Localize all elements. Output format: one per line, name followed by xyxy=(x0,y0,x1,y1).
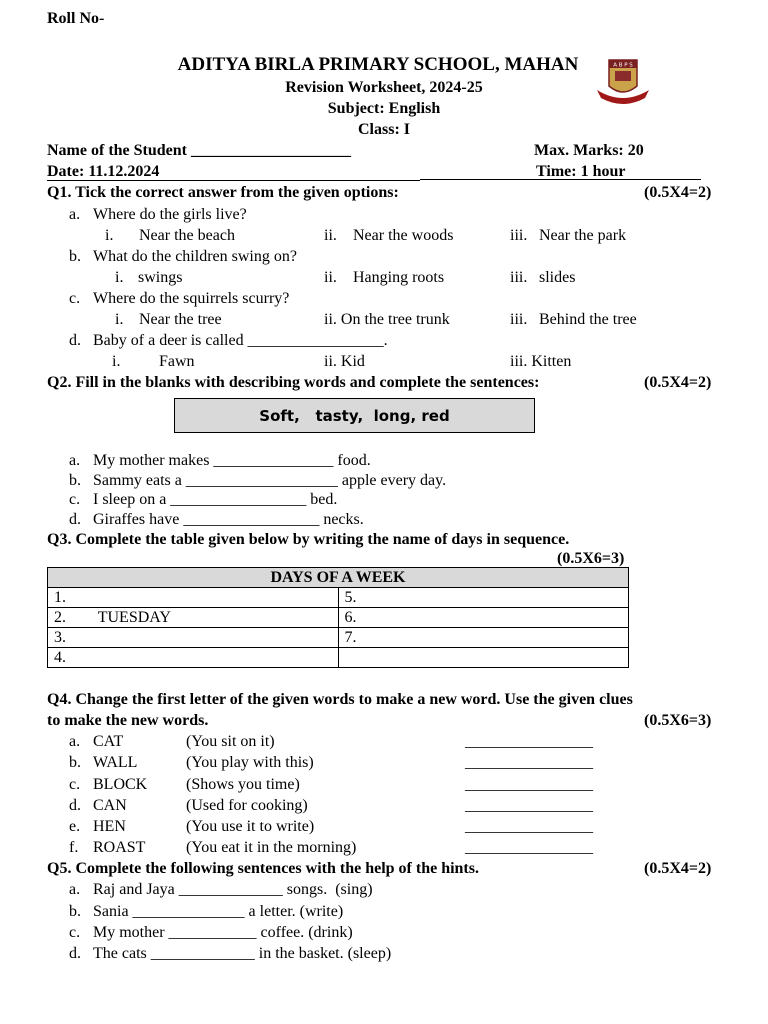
q4-clue: (You play with this) xyxy=(186,754,314,771)
q5-item-letter: d. xyxy=(69,945,81,962)
word-box: Soft, tasty, long, red xyxy=(174,398,535,433)
table-cell: 2. TUESDAY xyxy=(48,608,339,628)
q1-item-question: What do the children swing on? xyxy=(93,248,297,265)
q5-title: Q5. Complete the following sentences with the help of the hints. xyxy=(47,860,479,877)
q4-marks: (0.5X6=3) xyxy=(644,712,712,729)
q4-item-letter: e. xyxy=(69,818,81,835)
logo-text: A B P S xyxy=(613,62,633,69)
table-cell: 3. xyxy=(48,628,339,648)
q4-item-letter: c. xyxy=(69,776,81,793)
date-label: Date: 11.12.2024 xyxy=(47,163,160,180)
q1-option: ii. Kid xyxy=(324,353,365,370)
q2-item-letter: d. xyxy=(69,511,81,528)
q1-option: swings xyxy=(138,269,183,286)
q1-item-question: Baby of a deer is called _________________. xyxy=(93,332,388,349)
q1-marks: (0.5X4=2) xyxy=(644,184,712,201)
q4-clue: (Shows you time) xyxy=(186,776,300,793)
q1-option-number: iii. xyxy=(510,227,528,244)
max-marks: Max. Marks: 20 xyxy=(534,142,644,159)
q1-item-letter: c. xyxy=(69,290,81,307)
time-label: Time: 1 hour xyxy=(536,163,626,180)
school-logo xyxy=(595,56,651,106)
q2-sentence: Giraffes have _________________ necks. xyxy=(93,511,364,528)
q1-option: Fawn xyxy=(159,353,195,370)
q1-option-number: i. xyxy=(115,311,124,328)
q4-clue: (You sit on it) xyxy=(186,733,275,750)
q4-title: Q4. Change the first letter of the given words to make a new word. Use the given clues xyxy=(47,691,633,708)
table-cell xyxy=(338,648,629,668)
q1-option: ii. On the tree trunk xyxy=(324,311,450,328)
q1-item-question: Where do the squirrels scurry? xyxy=(93,290,290,307)
q5-marks: (0.5X4=2) xyxy=(644,860,712,877)
q4-item-letter: a. xyxy=(69,733,81,750)
q5-item-letter: b. xyxy=(69,903,81,920)
q4-answer-blank: ________________ xyxy=(465,776,593,793)
student-name-field: Name of the Student ____________________ xyxy=(47,142,351,159)
q3-title: Q3. Complete the table given below by writing the name of days in sequence. xyxy=(47,531,570,548)
q5-item-letter: c. xyxy=(69,924,81,941)
q1-item-letter: b. xyxy=(69,248,81,265)
q4-clue: (You use it to write) xyxy=(186,818,315,835)
q4-word: WALL xyxy=(93,754,138,771)
table-row xyxy=(48,648,629,668)
q2-item-letter: b. xyxy=(69,472,81,489)
q4-title-continued: to make the new words. xyxy=(47,712,209,729)
q1-option: Near the park xyxy=(539,227,627,244)
q1-option: Near the woods xyxy=(353,227,454,244)
header-divider xyxy=(47,180,420,181)
days-table xyxy=(47,567,629,668)
q5-sentence: My mother ___________ coffee. (drink) xyxy=(93,924,353,941)
q1-option-number: ii. xyxy=(324,227,337,244)
q1-item-question: Where do the girls live? xyxy=(93,206,247,223)
q1-item-letter: a. xyxy=(69,206,81,223)
q4-clue: (You eat it in the morning) xyxy=(186,839,357,856)
q1-option-number: ii. xyxy=(324,269,337,286)
q2-sentence: My mother makes _______________ food. xyxy=(93,452,371,469)
q4-word: HEN xyxy=(93,818,126,835)
q4-word: ROAST xyxy=(93,839,146,856)
q2-item-letter: a. xyxy=(69,452,81,469)
q2-sentence: Sammy eats a ___________________ apple every day. xyxy=(93,472,447,489)
q4-answer-blank: ________________ xyxy=(465,797,593,814)
table-cell: 4. xyxy=(48,648,339,668)
q2-sentence: I sleep on a _________________ bed. xyxy=(93,491,338,508)
q1-item-letter: d. xyxy=(69,332,81,349)
roll-number-label: Roll No- xyxy=(47,10,105,27)
table-row xyxy=(48,628,629,648)
table-cell: 1. xyxy=(48,588,339,608)
q2-item-letter: c. xyxy=(69,491,81,508)
q1-option: Near the tree xyxy=(139,311,222,328)
table-row xyxy=(48,588,629,608)
table-cell: 5. xyxy=(338,588,629,608)
q1-option-number: i. xyxy=(115,269,124,286)
q2-title: Q2. Fill in the blanks with describing words and complete the sentences: xyxy=(47,374,540,391)
table-row xyxy=(48,608,629,628)
q1-option-number: i. xyxy=(112,353,121,370)
q1-option: Behind the tree xyxy=(539,311,637,328)
school-name: ADITYA BIRLA PRIMARY SCHOOL, MAHAN xyxy=(177,54,579,75)
subject-label: Subject: English xyxy=(327,100,441,117)
q4-item-letter: b. xyxy=(69,754,81,771)
q4-answer-blank: ________________ xyxy=(465,754,593,771)
table-header-row xyxy=(48,568,629,588)
q1-title: Q1. Tick the correct answer from the given options: xyxy=(47,184,399,201)
q4-item-letter: f. xyxy=(69,839,79,856)
q4-word: CAT xyxy=(93,733,124,750)
q1-option: slides xyxy=(539,269,576,286)
q5-sentence: Raj and Jaya _____________ songs. (sing) xyxy=(93,881,373,898)
q4-item-letter: d. xyxy=(69,797,81,814)
q4-answer-blank: ________________ xyxy=(465,818,593,835)
q1-option-number: iii. xyxy=(510,269,528,286)
q4-word: CAN xyxy=(93,797,127,814)
q2-marks: (0.5X4=2) xyxy=(644,374,712,391)
q1-option-number: iii. xyxy=(510,311,528,328)
header-divider-right xyxy=(420,179,701,180)
class-label: Class: I xyxy=(357,121,410,138)
q3-marks: (0.5X6=3) xyxy=(557,550,625,567)
table-header: DAYS OF A WEEK xyxy=(48,568,629,588)
q1-option: Near the beach xyxy=(139,227,235,244)
q4-clue: (Used for cooking) xyxy=(186,797,308,814)
q1-option: iii. Kitten xyxy=(510,353,572,370)
q5-sentence: The cats _____________ in the basket. (sleep) xyxy=(93,945,392,962)
q4-answer-blank: ________________ xyxy=(465,733,593,750)
table-cell: 7. xyxy=(338,628,629,648)
q4-word: BLOCK xyxy=(93,776,148,793)
q1-option: Hanging roots xyxy=(353,269,445,286)
q5-sentence: Sania ______________ a letter. (write) xyxy=(93,903,344,920)
table-cell: 6. xyxy=(338,608,629,628)
q4-answer-blank: ________________ xyxy=(465,839,593,856)
q1-option-number: i. xyxy=(105,227,114,244)
worksheet-title: Revision Worksheet, 2024-25 xyxy=(285,79,483,96)
q5-item-letter: a. xyxy=(69,881,81,898)
